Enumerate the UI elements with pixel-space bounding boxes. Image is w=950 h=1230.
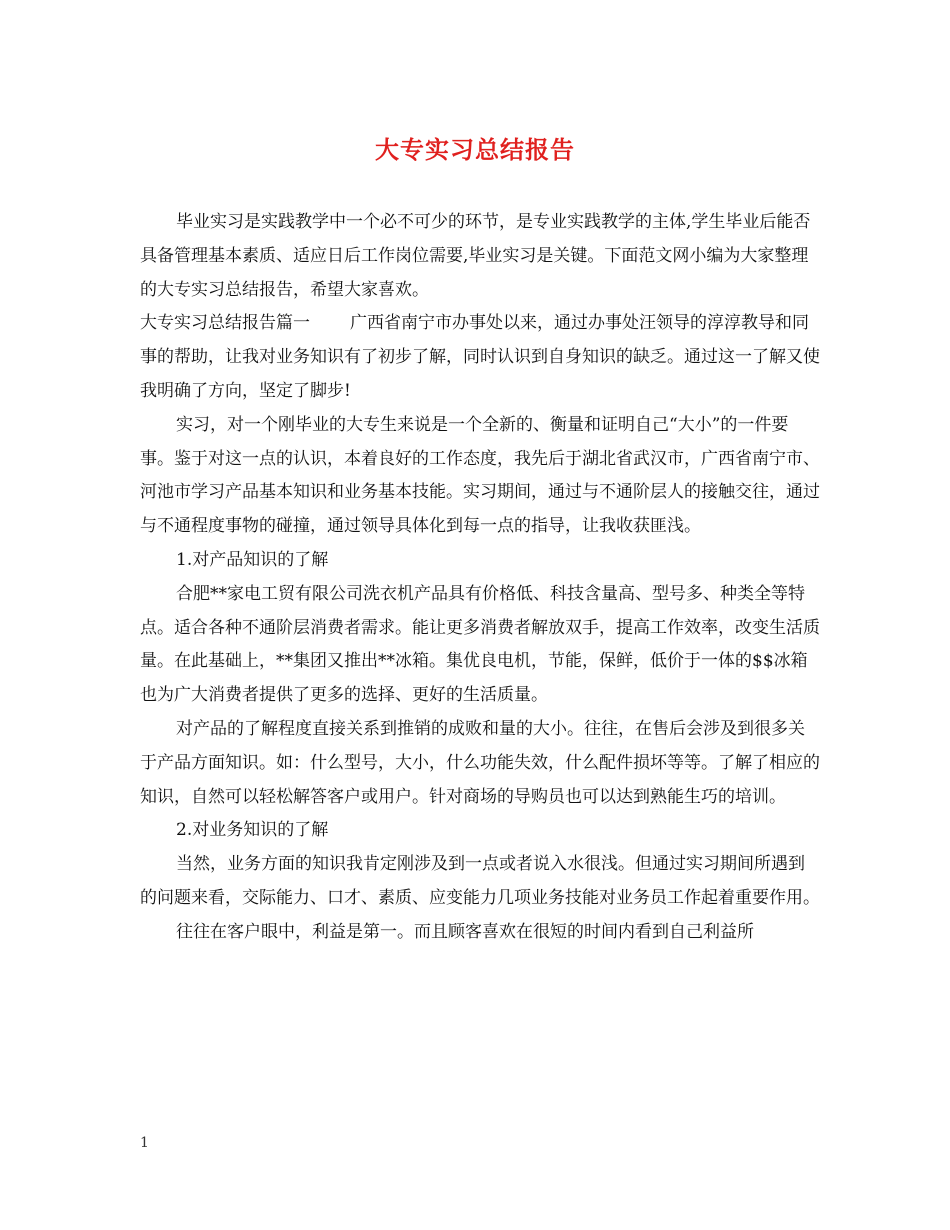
section-one-heading: 大专实习总结报告篇一 — [140, 313, 310, 334]
document-title: 大专实习总结报告 — [375, 136, 575, 164]
section-one-paragraph — [140, 307, 820, 408]
page-number: 1 — [140, 1135, 149, 1151]
paragraph-product-understanding: 对产品的了解程度直接关系到推销的成败和量的大小。往往，在售后会涉及到很多关于产品方面知识。如：什么型号，大小，什么功能失效，什么配件损坏等等。了解了相应的知识，自然可以轻松解答客户或用户。针对商场的导购员也可以达到熟能生巧的培训。 — [140, 718, 820, 807]
paragraph-internship-meaning: 实习，对一个刚毕业的大专生来说是一个全新的、衡量和证明自己“大小”的一件要事。鉴于对这一点的认识，本着良好的工作态度，我先后于湖北省武汉市，广西省南宁市、河池市学习产品基本知识和业务基本技能。实习期间，通过与不通阶层人的接触交往，通过与不通程度事物的碰撞，通过领导具体化到每一点的指导，让我收获匪浅。 — [140, 414, 820, 537]
paragraph-customer-benefit: 往往在客户眼中，利益是第一。而且顾客喜欢在很短的时间内看到自己利益所 — [176, 921, 754, 942]
paragraph-business-skills: 当然，业务方面的知识我肯定刚涉及到一点或者说入水很浅。但通过实习期间所遇到的问题来看，交际能力、口才、素质、应变能力几项业务技能对业务员工作起着重要作用。 — [140, 854, 820, 908]
section-one-body: 广西省南宁市办事处以来，通过办事处汪领导的淳淳教导和同事的帮助，让我对业务知识有了初步了解，同时认识到自身知识的缺乏。通过这一了解又使我明确了方向，坚定了脚步! — [140, 313, 820, 401]
document-body — [140, 206, 820, 950]
paragraph-product-features: 合肥**家电工贸有限公司洗衣机产品具有价格低、科技含量高、型号多、种类全等特点。适合各种不通阶层消费者需求。能让更多消费者解放双手，提高工作效率，改变生活质量。在此基础上，**集团又推出**冰箱。集优良电机，节能，保鲜，低价于一体的$$冰箱也为广大消费者提供了更多的选择、更好的生活质量。 — [140, 583, 820, 706]
intro-paragraph: 毕业实习是实践教学中一个必不可少的环节，是专业实践教学的主体,学生毕业后能否具备管理基本素质、适应日后工作岗位需要,毕业实习是关键。下面范文网小编为大家整理的大专实习总结报告，希望大家喜欢。 — [140, 212, 811, 300]
heading-product-knowledge: 1.对产品知识的了解 — [176, 549, 329, 570]
heading-business-knowledge: 2.对业务知识的了解 — [176, 820, 329, 841]
